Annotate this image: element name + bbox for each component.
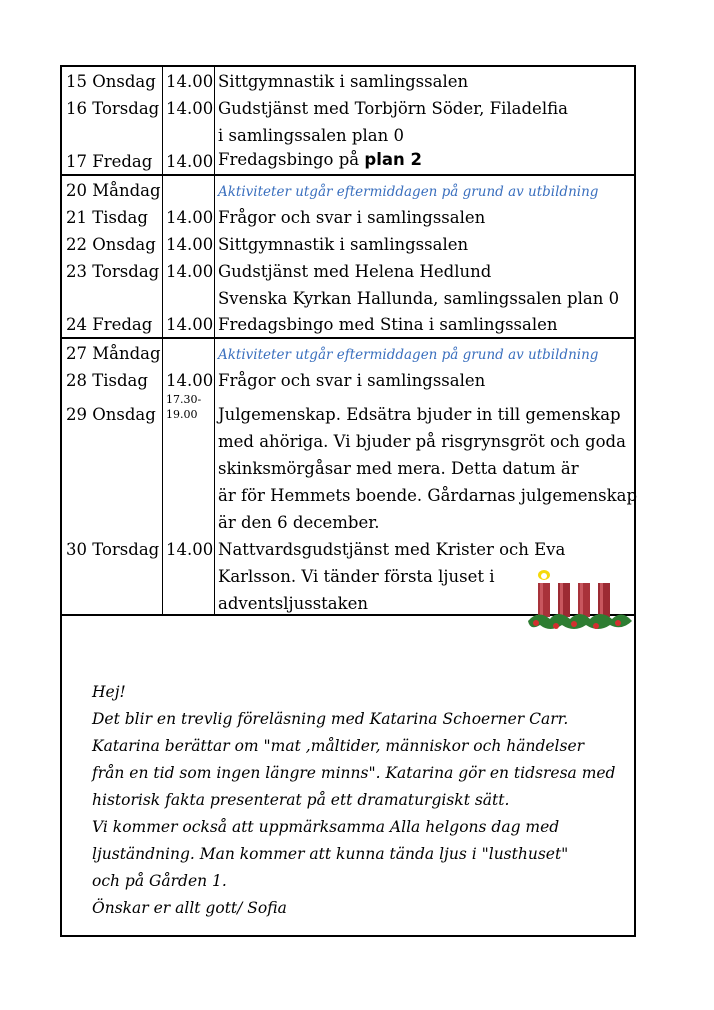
time-range-end: 19.00: [166, 408, 198, 421]
time-range-start: 17.30-: [166, 393, 202, 406]
activity-text: Svenska Kyrkan Hallunda, samlingssalen plan 0: [218, 289, 620, 308]
time-label: 14.00: [166, 315, 214, 334]
activity-bold-text: plan 2: [364, 150, 422, 169]
day-label: 21 Tisdag: [66, 208, 148, 227]
activity-text: Frågor och svar i samlingssalen: [218, 208, 486, 227]
activity-text-part: Fredagsbingo på: [218, 150, 365, 169]
day-label: 28 Tisdag: [66, 371, 148, 390]
day-label: 27 Måndag: [66, 344, 161, 363]
activity-text: skinksmörgåsar med mera. Detta datum är: [218, 459, 579, 478]
column-divider: [162, 67, 163, 615]
letter-line: Katarina berättar om "mat ,måltider, människor och händelser: [92, 737, 585, 755]
activity-text: Julgemenskap. Edsätra bjuder in till gemenskap: [218, 405, 621, 424]
cancellation-note: Aktiviteter utgår eftermiddagen på grund av utbildning: [218, 347, 599, 363]
activity-text: adventsljusstaken: [218, 594, 369, 613]
time-label: 14.00: [166, 235, 214, 254]
letter-line: Önskar er allt gott/ Sofia: [92, 899, 287, 917]
day-label: 15 Onsdag: [66, 72, 156, 91]
column-divider: [214, 67, 215, 615]
advent-candles-icon: [526, 569, 636, 633]
week-divider: [62, 337, 636, 339]
letter-line: Vi kommer också att uppmärksamma Alla helgons dag med: [92, 818, 560, 836]
day-label: 17 Fredag: [66, 152, 153, 171]
letter-line: från en tid som ingen längre minns". Katarina gör en tidsresa med: [92, 764, 616, 782]
activity-text: med ahöriga. Vi bjuder på risgrynsgröt och goda: [218, 432, 626, 451]
week-divider: [62, 174, 636, 176]
time-label: 14.00: [166, 72, 214, 91]
schedule-frame: [60, 65, 636, 937]
day-label: 29 Onsdag: [66, 405, 156, 424]
time-label: 14.00: [166, 99, 214, 118]
day-label: 16 Torsdag: [66, 99, 160, 118]
day-label: 22 Onsdag: [66, 235, 156, 254]
letter-line: Hej!: [92, 683, 126, 701]
activity-text: Fredagsbingo med Stina i samlingssalen: [218, 315, 558, 334]
day-label: 20 Måndag: [66, 181, 161, 200]
time-label: 14.00: [166, 262, 214, 281]
letter-line: historisk fakta presenterat på ett dramaturgiskt sätt.: [92, 791, 510, 809]
time-label: 14.00: [166, 208, 214, 227]
time-label: 14.00: [166, 152, 214, 171]
time-label: 14.00: [166, 540, 214, 559]
activity-text: [218, 150, 422, 170]
letter-line: ljuständning. Man kommer att kunna tända ljus i "lusthuset": [92, 845, 569, 863]
letter-line: och på Gården 1.: [92, 872, 227, 890]
time-label: 14.00: [166, 371, 214, 390]
day-label: 30 Torsdag: [66, 540, 160, 559]
activity-text: Nattvardsgudstjänst med Krister och Eva: [218, 540, 566, 559]
letter-text: [92, 679, 632, 922]
cancellation-note: Aktiviteter utgår eftermiddagen på grund av utbildning: [218, 184, 599, 200]
activity-text: är den 6 december.: [218, 513, 380, 532]
activity-text: är för Hemmets boende. Gårdarnas julgemenskap: [218, 486, 638, 505]
day-label: 24 Fredag: [66, 315, 153, 334]
activity-text: Gudstjänst med Helena Hedlund: [218, 262, 492, 281]
activity-text: Frågor och svar i samlingssalen: [218, 371, 486, 390]
activity-text: Sittgymnastik i samlingssalen: [218, 72, 469, 91]
activity-text: Karlsson. Vi tänder första ljuset i: [218, 567, 495, 586]
day-label: 23 Torsdag: [66, 262, 160, 281]
activity-text: Sittgymnastik i samlingssalen: [218, 235, 469, 254]
activity-text: Gudstjänst med Torbjörn Söder, Filadelfia: [218, 99, 568, 118]
activity-text: i samlingssalen plan 0: [218, 126, 404, 145]
letter-line: Det blir en trevlig föreläsning med Katarina Schoerner Carr.: [92, 710, 569, 728]
